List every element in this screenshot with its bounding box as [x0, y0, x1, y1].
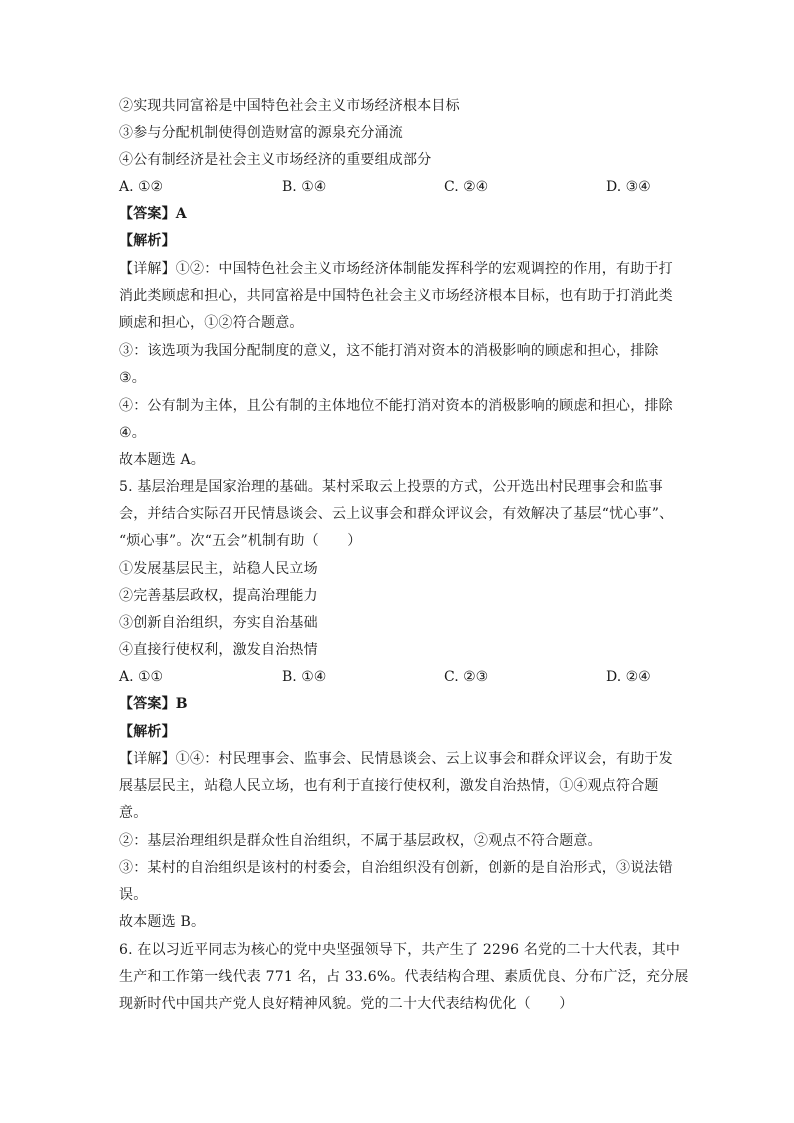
q4-detail-line: ④。: [119, 425, 146, 441]
q4-option-c: C. ②④: [444, 179, 489, 195]
q4-detail-line: 顾虑和担心，①②符合题意。: [119, 315, 304, 331]
q4-detail-line: ③。: [119, 370, 146, 386]
q4-detail-line: 【详解】①②：中国特色社会主义市场经济体制能发挥科学的宏观调控的作用，有助于打: [119, 261, 673, 277]
q5-statement-2: ②完善基层政权，提高治理能力: [119, 588, 318, 604]
q4-option-d: D. ③④: [606, 179, 651, 195]
q5-stem-line: 会，并结合实际召开民情恳谈会、云上议事会和群众评议会，有效解决了基层“忧心事”、: [119, 506, 674, 522]
q5-conclusion: 故本题选 B。: [119, 914, 206, 930]
q6-stem-line: 生产和工作第一线代表 771 名，占 33.6%。代表结构合理、素质优良、分布广泛，充分展: [119, 969, 689, 985]
q5-statement-4: ④直接行使权利，激发自治热情: [119, 642, 318, 658]
q5-statement-1: ①发展基层民主，站稳人民立场: [119, 561, 318, 577]
q5-analysis-title: 【解析】: [119, 724, 176, 740]
q4-statement-4: ④公有制经济是社会主义市场经济的重要组成部分: [119, 152, 432, 168]
q6-stem-line: 现新时代中国共产党人良好精神风貌。党的二十大代表结构优化（ ）: [119, 996, 574, 1012]
q5-detail-line: 【详解】①④：村民理事会、监事会、民情恳谈会、云上议事会和群众评议会，有助于发: [119, 751, 673, 767]
q4-option-b: B. ①④: [282, 179, 327, 195]
q5-stem-line: 5. 基层治理是国家治理的基础。某村采取云上投票的方式，公开选出村民理事会和监事: [119, 479, 663, 495]
q4-statement-2: ②实现共同富裕是中国特色社会主义市场经济根本目标: [119, 98, 460, 114]
q4-statement-3: ③参与分配机制使得创造财富的源泉充分涌流: [119, 125, 403, 141]
q4-detail-line: ③：该选项为我国分配制度的意义，这不能打消对资本的消极影响的顾虑和担心，排除: [119, 343, 659, 359]
q5-statement-3: ③创新自治组织，夯实自治基础: [119, 615, 318, 631]
q4-detail-line: 消此类顾虑和担心，共同富裕是中国特色社会主义市场经济根本目标，也有助于打消此类: [119, 288, 673, 304]
q5-stem-line: “烦心事”。次“五会”机制有助（ ）: [119, 533, 362, 549]
q5-option-d: D. ②④: [606, 669, 651, 685]
q5-option-b: B. ①④: [282, 669, 327, 685]
q5-detail-line: 意。: [119, 805, 148, 821]
q5-option-c: C. ②③: [444, 669, 489, 685]
q4-option-a: A. ①②: [119, 179, 164, 195]
q6-stem-line: 6. 在以习近平同志为核心的党中央坚强领导下，共产生了 2296 名党的二十大代表，其中: [119, 942, 681, 958]
q4-detail-line: ④：公有制为主体，且公有制的主体地位不能打消对资本的消极影响的顾虑和担心，排除: [119, 398, 673, 414]
q5-detail-line: ③：某村的自治组织是该村的村委会，自治组织没有创新，创新的是自治形式，③说法错: [119, 860, 673, 876]
q4-conclusion: 故本题选 A。: [119, 452, 205, 468]
q5-detail-line: ②：基层治理组织是群众性自治组织，不属于基层政权，②观点不符合题意。: [119, 833, 602, 849]
q5-detail-line: 误。: [119, 887, 148, 903]
q5-answer: 【答案】B: [119, 696, 188, 712]
q4-analysis-title: 【解析】: [119, 233, 176, 249]
q4-answer: 【答案】A: [119, 206, 187, 222]
q5-option-a: A. ①①: [119, 669, 164, 685]
q5-detail-line: 展基层民主，站稳人民立场，也有利于直接行使权利，激发自治热情，①④观点符合题: [119, 778, 659, 794]
